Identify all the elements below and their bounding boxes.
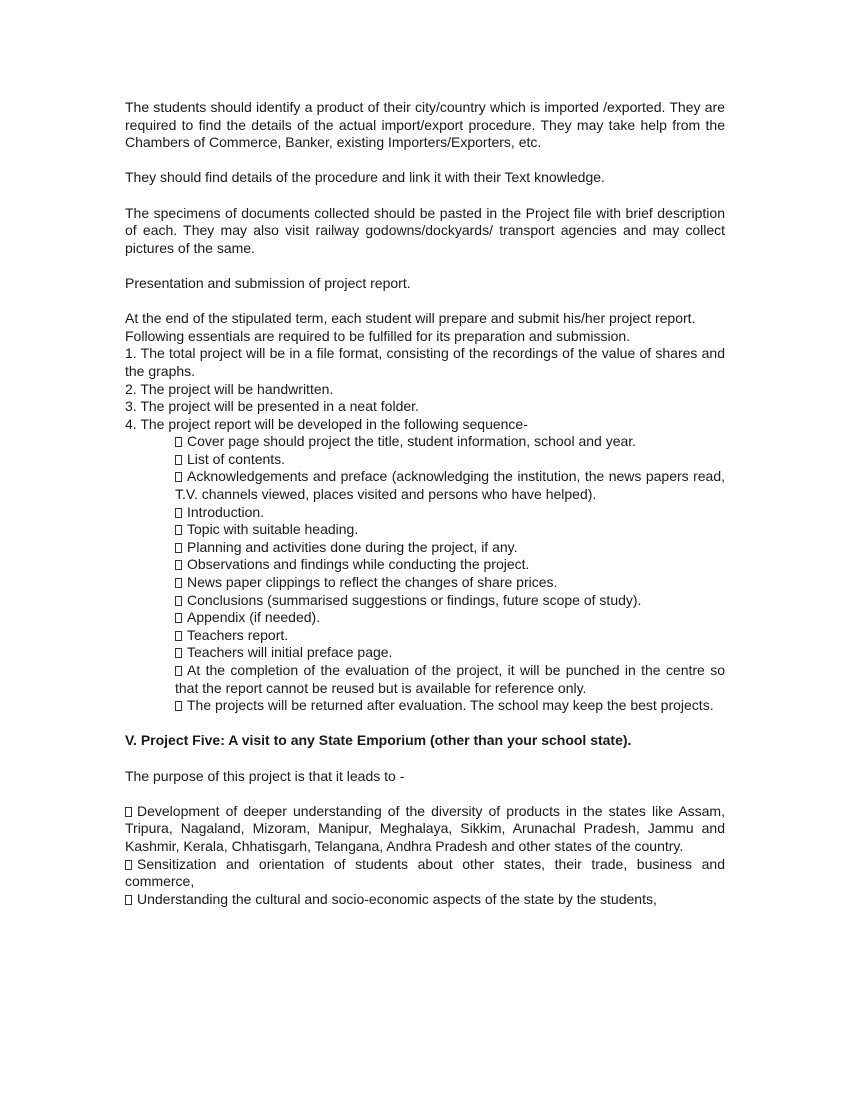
bullet-box-icon [175,578,182,588]
purpose-point-text: Development of deeper understanding of the diversity of products in the states like Assam, Tripura, Nagaland, Mizoram, Manipur, Meghalaya, Sikkim, Arunachal Pradesh, Jammu and Kashmir, Kerala, Chhatisgarh, Telangana, Andhra Pradesh and other states of the country. [125,802,725,854]
sequence-item [175,609,725,627]
bullet-box-icon [125,807,132,817]
sequence-item [175,627,725,645]
submission-item-3: 3. The project will be presented in a neat folder. [125,398,419,415]
submission-opening: At the end of the stipulated term, each student will prepare and submit his/her project report. [125,310,696,327]
sequence-item [175,521,725,539]
sequence-item [175,574,725,592]
bullet-box-icon [175,437,182,447]
sequence-item [175,644,725,662]
sequence-item-text: Conclusions (summarised suggestions or findings, future scope of study). [187,591,642,608]
submission-essentials: Following essentials are required to be fulfilled for its preparation and submission. [125,327,631,344]
bullet-box-icon [175,648,182,658]
sequence-item [175,433,725,451]
sequence-item-text: At the completion of the evaluation of the project, it will be punched in the centre so that the report cannot be reused but is available for reference only. [175,662,725,696]
sequence-item [175,504,725,522]
section-heading: V. Project Five: A visit to any State Emporium (other than your school state). [125,732,632,749]
sequence-item-text: The projects will be returned after evaluation. The school may keep the best projects. [187,697,714,714]
sequence-item [175,592,725,610]
sequence-item [175,662,725,697]
sequence-item [175,697,725,715]
intro-paragraph-2: They should find details of the procedure and link it with their Text knowledge. [125,169,605,186]
document-page [125,99,725,908]
sequence-item [175,539,725,557]
sequence-item-text: Observations and findings while conducting the project. [187,556,530,573]
bullet-box-icon [175,508,182,518]
bullet-box-icon [175,666,182,676]
bullet-box-icon [175,472,182,482]
sequence-item-text: Acknowledgements and preface (acknowledging the institution, the news papers read, T.V. channels viewed, places visited and persons who have helped). [175,468,725,503]
purpose-text: The purpose of this project is that it leads to - [125,767,405,784]
submission-item-2: 2. The project will be handwritten. [125,380,334,397]
bullet-box-icon [125,860,132,870]
purpose-list [125,803,725,909]
intro-paragraph-1: The students should identify a product of their city/country which is imported /exported. They are required to find the details of the actual import/export procedure. They may take help from the Chambers of Commerce, Banker, existing Importers/Exporters, etc. [125,99,725,151]
intro-paragraph-4: Presentation and submission of project report. [125,274,411,291]
submission-item-4: 4. The project report will be developed in the following sequence- [125,415,528,432]
sequence-item-text: Teachers will initial preface page. [187,644,393,661]
sequence-item-text: Appendix (if needed). [187,609,321,626]
bullet-box-icon [175,560,182,570]
bullet-box-icon [175,525,182,535]
bullet-box-icon [175,631,182,641]
sequence-item-text: Introduction. [187,503,265,520]
sequence-item-text: Cover page should project the title, student information, school and year. [187,433,637,450]
bullet-box-icon [175,455,182,465]
bullet-box-icon [175,596,182,606]
sequence-item [175,556,725,574]
sequence-item-text: Planning and activities done during the project, if any. [187,538,518,555]
submission-item-1: 1. The total project will be in a file format, consisting of the recordings of the value of shares and the graphs. [125,345,725,379]
sequence-list [125,433,725,715]
bullet-box-icon [175,543,182,553]
bullet-box-icon [125,895,132,905]
sequence-item-text: Topic with suitable heading. [187,521,359,538]
sequence-item [175,468,725,503]
sequence-item-text: List of contents. [187,450,286,467]
sequence-item-text: News paper clippings to reflect the changes of share prices. [187,574,558,591]
bullet-box-icon [175,613,182,623]
purpose-point [125,891,725,909]
sequence-item [175,451,725,469]
purpose-point-text: Sensitization and orientation of students about other states, their trade, business and commerce, [125,855,725,890]
purpose-point [125,803,725,856]
intro-paragraph-3: The specimens of documents collected should be pasted in the Project file with brief description of each. They may also visit railway godowns/dockyards/ transport agencies and may collect pictures of the same. [125,204,725,256]
sequence-item-text: Teachers report. [187,626,289,643]
purpose-point [125,856,725,891]
purpose-point-text: Understanding the cultural and socio-economic aspects of the state by the students, [137,890,657,907]
bullet-box-icon [175,701,182,711]
